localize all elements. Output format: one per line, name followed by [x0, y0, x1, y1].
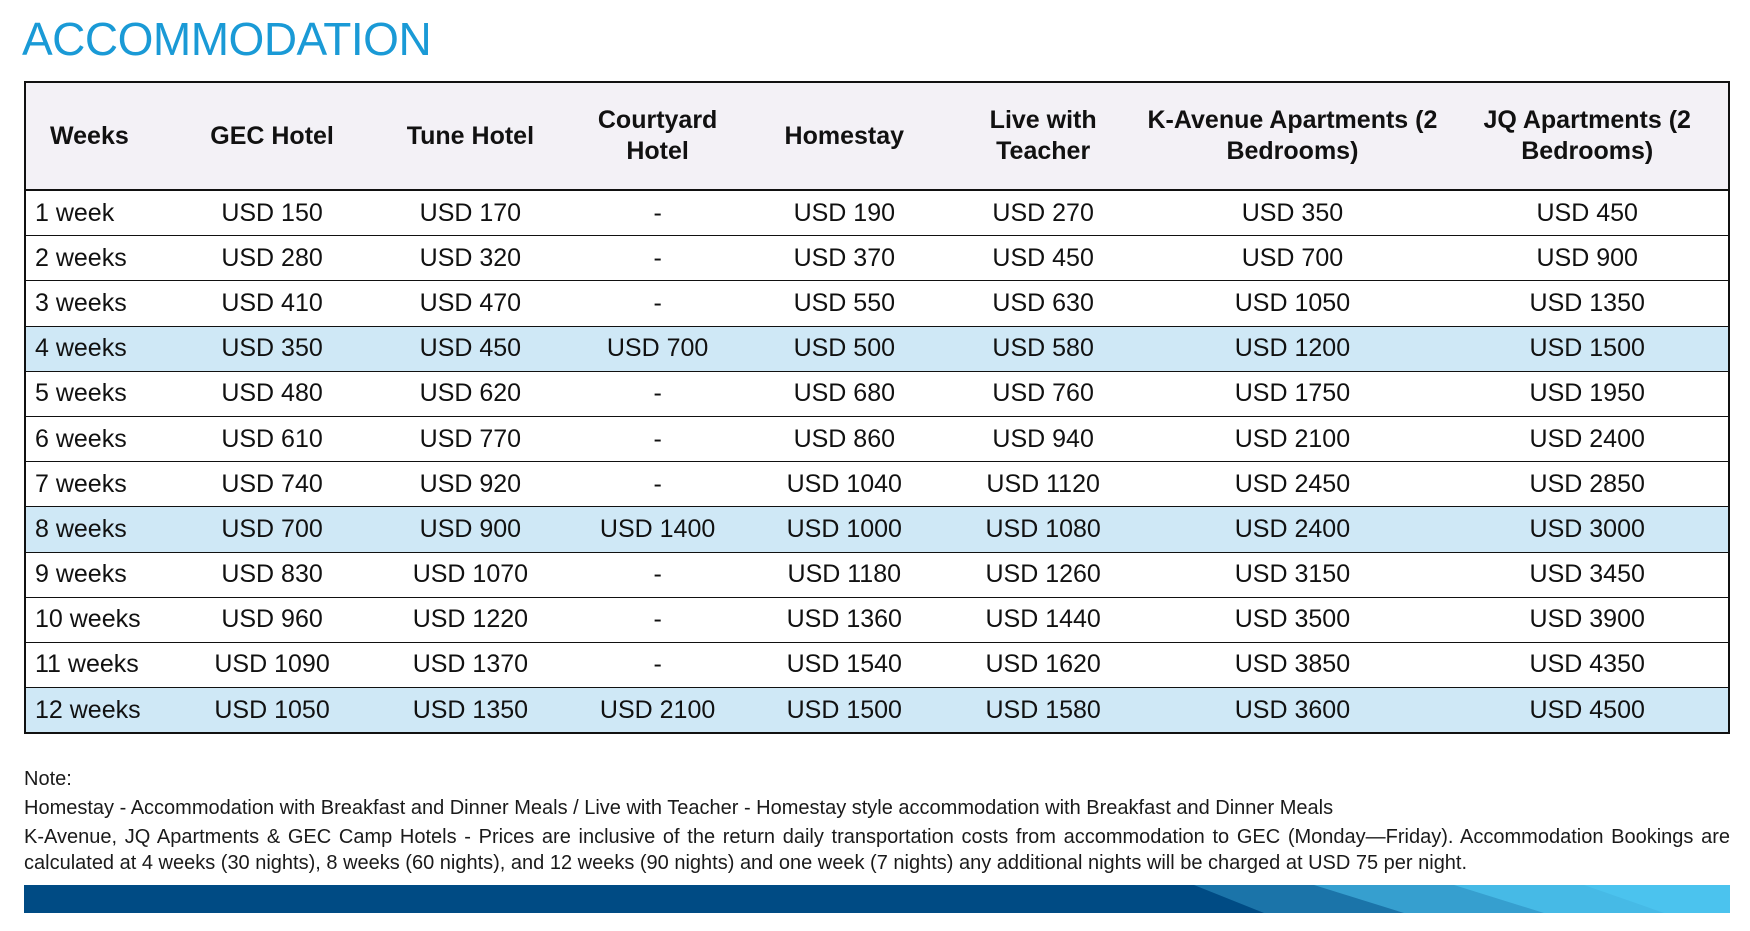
cell-jq-apartments: USD 1350: [1446, 281, 1729, 326]
table-row: [25, 462, 1729, 507]
table-row: [25, 326, 1729, 371]
cell-weeks: 9 weeks: [25, 552, 178, 597]
cell-k-avenue-apartments: USD 1050: [1138, 281, 1446, 326]
header-k-avenue-apartments: K-Avenue Apartments (2 Bedrooms): [1138, 82, 1446, 190]
table-row: [25, 416, 1729, 461]
cell-live-with-teacher: USD 270: [948, 190, 1139, 236]
note-line-transport: K-Avenue, JQ Apartments & GEC Camp Hotels - Prices are inclusive of the return daily transportation costs from accommodation to GEC (Monday—Friday). Accommodation Bookings are calculated at 4 weeks (30 nights), 8 weeks (60 nights), and 12 weeks (90 nights) and one week (7 nights) any additional nights will be charged at USD 75 per night.: [24, 826, 1730, 874]
cell-courtyard-hotel: -: [575, 642, 741, 687]
cell-k-avenue-apartments: USD 3600: [1138, 688, 1446, 734]
cell-homestay: USD 500: [741, 326, 948, 371]
cell-tune-hotel: USD 320: [366, 236, 574, 281]
cell-tune-hotel: USD 1370: [366, 642, 574, 687]
cell-courtyard-hotel: -: [575, 597, 741, 642]
cell-tune-hotel: USD 470: [366, 281, 574, 326]
cell-k-avenue-apartments: USD 350: [1138, 190, 1446, 236]
cell-courtyard-hotel: -: [575, 371, 741, 416]
cell-live-with-teacher: USD 1620: [948, 642, 1139, 687]
cell-homestay: USD 550: [741, 281, 948, 326]
cell-homestay: USD 370: [741, 236, 948, 281]
cell-live-with-teacher: USD 580: [948, 326, 1139, 371]
cell-tune-hotel: USD 620: [366, 371, 574, 416]
cell-k-avenue-apartments: USD 2400: [1138, 507, 1446, 552]
footer-decorative-bar: [24, 885, 1730, 913]
table-row: [25, 688, 1729, 734]
cell-jq-apartments: USD 4500: [1446, 688, 1729, 734]
cell-homestay: USD 1540: [741, 642, 948, 687]
header-weeks: Weeks: [25, 82, 178, 190]
cell-weeks: 6 weeks: [25, 416, 178, 461]
cell-courtyard-hotel: USD 2100: [575, 688, 741, 734]
cell-live-with-teacher: USD 1580: [948, 688, 1139, 734]
cell-courtyard-hotel: -: [575, 281, 741, 326]
cell-courtyard-hotel: -: [575, 190, 741, 236]
page-title: ACCOMMODATION: [22, 13, 432, 65]
cell-weeks: 3 weeks: [25, 281, 178, 326]
cell-jq-apartments: USD 900: [1446, 236, 1729, 281]
cell-courtyard-hotel: USD 1400: [575, 507, 741, 552]
cell-tune-hotel: USD 900: [366, 507, 574, 552]
cell-live-with-teacher: USD 1080: [948, 507, 1139, 552]
table-row: [25, 642, 1729, 687]
cell-k-avenue-apartments: USD 700: [1138, 236, 1446, 281]
cell-tune-hotel: USD 1220: [366, 597, 574, 642]
cell-jq-apartments: USD 3900: [1446, 597, 1729, 642]
cell-homestay: USD 1180: [741, 552, 948, 597]
cell-tune-hotel: USD 450: [366, 326, 574, 371]
header-homestay: Homestay: [741, 82, 948, 190]
accommodation-price-table: [24, 81, 1730, 734]
table-row: [25, 507, 1729, 552]
cell-weeks: 1 week: [25, 190, 178, 236]
cell-gec-hotel: USD 150: [178, 190, 366, 236]
header-live-with-teacher: Live with Teacher: [948, 82, 1139, 190]
cell-weeks: 7 weeks: [25, 462, 178, 507]
cell-jq-apartments: USD 2400: [1446, 416, 1729, 461]
cell-weeks: 2 weeks: [25, 236, 178, 281]
table-row: [25, 190, 1729, 236]
cell-gec-hotel: USD 280: [178, 236, 366, 281]
cell-homestay: USD 190: [741, 190, 948, 236]
cell-k-avenue-apartments: USD 3850: [1138, 642, 1446, 687]
cell-weeks: 11 weeks: [25, 642, 178, 687]
note-line-homestay: Homestay - Accommodation with Breakfast and Dinner Meals / Live with Teacher - Homestay style accommodation with Breakfast and Dinner Meals: [24, 797, 1334, 819]
header-courtyard-hotel: Courtyard Hotel: [575, 82, 741, 190]
cell-jq-apartments: USD 1500: [1446, 326, 1729, 371]
cell-live-with-teacher: USD 940: [948, 416, 1139, 461]
cell-tune-hotel: USD 770: [366, 416, 574, 461]
cell-gec-hotel: USD 480: [178, 371, 366, 416]
cell-jq-apartments: USD 3000: [1446, 507, 1729, 552]
cell-gec-hotel: USD 1050: [178, 688, 366, 734]
cell-jq-apartments: USD 2850: [1446, 462, 1729, 507]
cell-courtyard-hotel: -: [575, 236, 741, 281]
cell-live-with-teacher: USD 1120: [948, 462, 1139, 507]
cell-gec-hotel: USD 740: [178, 462, 366, 507]
cell-homestay: USD 1000: [741, 507, 948, 552]
cell-weeks: 4 weeks: [25, 326, 178, 371]
cell-jq-apartments: USD 4350: [1446, 642, 1729, 687]
table-row: [25, 552, 1729, 597]
footer-bar-graphic: [24, 885, 1730, 913]
cell-courtyard-hotel: -: [575, 552, 741, 597]
cell-weeks: 5 weeks: [25, 371, 178, 416]
table-header-row: [25, 82, 1729, 190]
cell-homestay: USD 860: [741, 416, 948, 461]
cell-tune-hotel: USD 920: [366, 462, 574, 507]
table-row: [25, 371, 1729, 416]
notes-section: [24, 766, 1730, 876]
cell-courtyard-hotel: -: [575, 462, 741, 507]
cell-live-with-teacher: USD 760: [948, 371, 1139, 416]
cell-weeks: 12 weeks: [25, 688, 178, 734]
cell-homestay: USD 680: [741, 371, 948, 416]
cell-jq-apartments: USD 1950: [1446, 371, 1729, 416]
cell-live-with-teacher: USD 630: [948, 281, 1139, 326]
cell-weeks: 10 weeks: [25, 597, 178, 642]
cell-jq-apartments: USD 450: [1446, 190, 1729, 236]
cell-live-with-teacher: USD 1260: [948, 552, 1139, 597]
header-gec-hotel: GEC Hotel: [178, 82, 366, 190]
cell-gec-hotel: USD 960: [178, 597, 366, 642]
cell-k-avenue-apartments: USD 2100: [1138, 416, 1446, 461]
cell-tune-hotel: USD 1070: [366, 552, 574, 597]
cell-tune-hotel: USD 1350: [366, 688, 574, 734]
table-row: [25, 281, 1729, 326]
cell-k-avenue-apartments: USD 2450: [1138, 462, 1446, 507]
cell-courtyard-hotel: USD 700: [575, 326, 741, 371]
cell-gec-hotel: USD 350: [178, 326, 366, 371]
cell-homestay: USD 1360: [741, 597, 948, 642]
cell-tune-hotel: USD 170: [366, 190, 574, 236]
header-tune-hotel: Tune Hotel: [366, 82, 574, 190]
table-row: [25, 236, 1729, 281]
cell-live-with-teacher: USD 450: [948, 236, 1139, 281]
cell-k-avenue-apartments: USD 3500: [1138, 597, 1446, 642]
cell-gec-hotel: USD 1090: [178, 642, 366, 687]
cell-k-avenue-apartments: USD 1200: [1138, 326, 1446, 371]
cell-gec-hotel: USD 700: [178, 507, 366, 552]
cell-k-avenue-apartments: USD 3150: [1138, 552, 1446, 597]
note-label: Note:: [24, 768, 72, 790]
cell-homestay: USD 1040: [741, 462, 948, 507]
table-row: [25, 597, 1729, 642]
cell-homestay: USD 1500: [741, 688, 948, 734]
cell-jq-apartments: USD 3450: [1446, 552, 1729, 597]
cell-k-avenue-apartments: USD 1750: [1138, 371, 1446, 416]
accommodation-table-container: [24, 81, 1730, 734]
cell-courtyard-hotel: -: [575, 416, 741, 461]
cell-gec-hotel: USD 830: [178, 552, 366, 597]
cell-gec-hotel: USD 610: [178, 416, 366, 461]
table-body: [25, 190, 1729, 733]
header-jq-apartments: JQ Apartments (2 Bedrooms): [1446, 82, 1729, 190]
cell-weeks: 8 weeks: [25, 507, 178, 552]
cell-live-with-teacher: USD 1440: [948, 597, 1139, 642]
cell-gec-hotel: USD 410: [178, 281, 366, 326]
